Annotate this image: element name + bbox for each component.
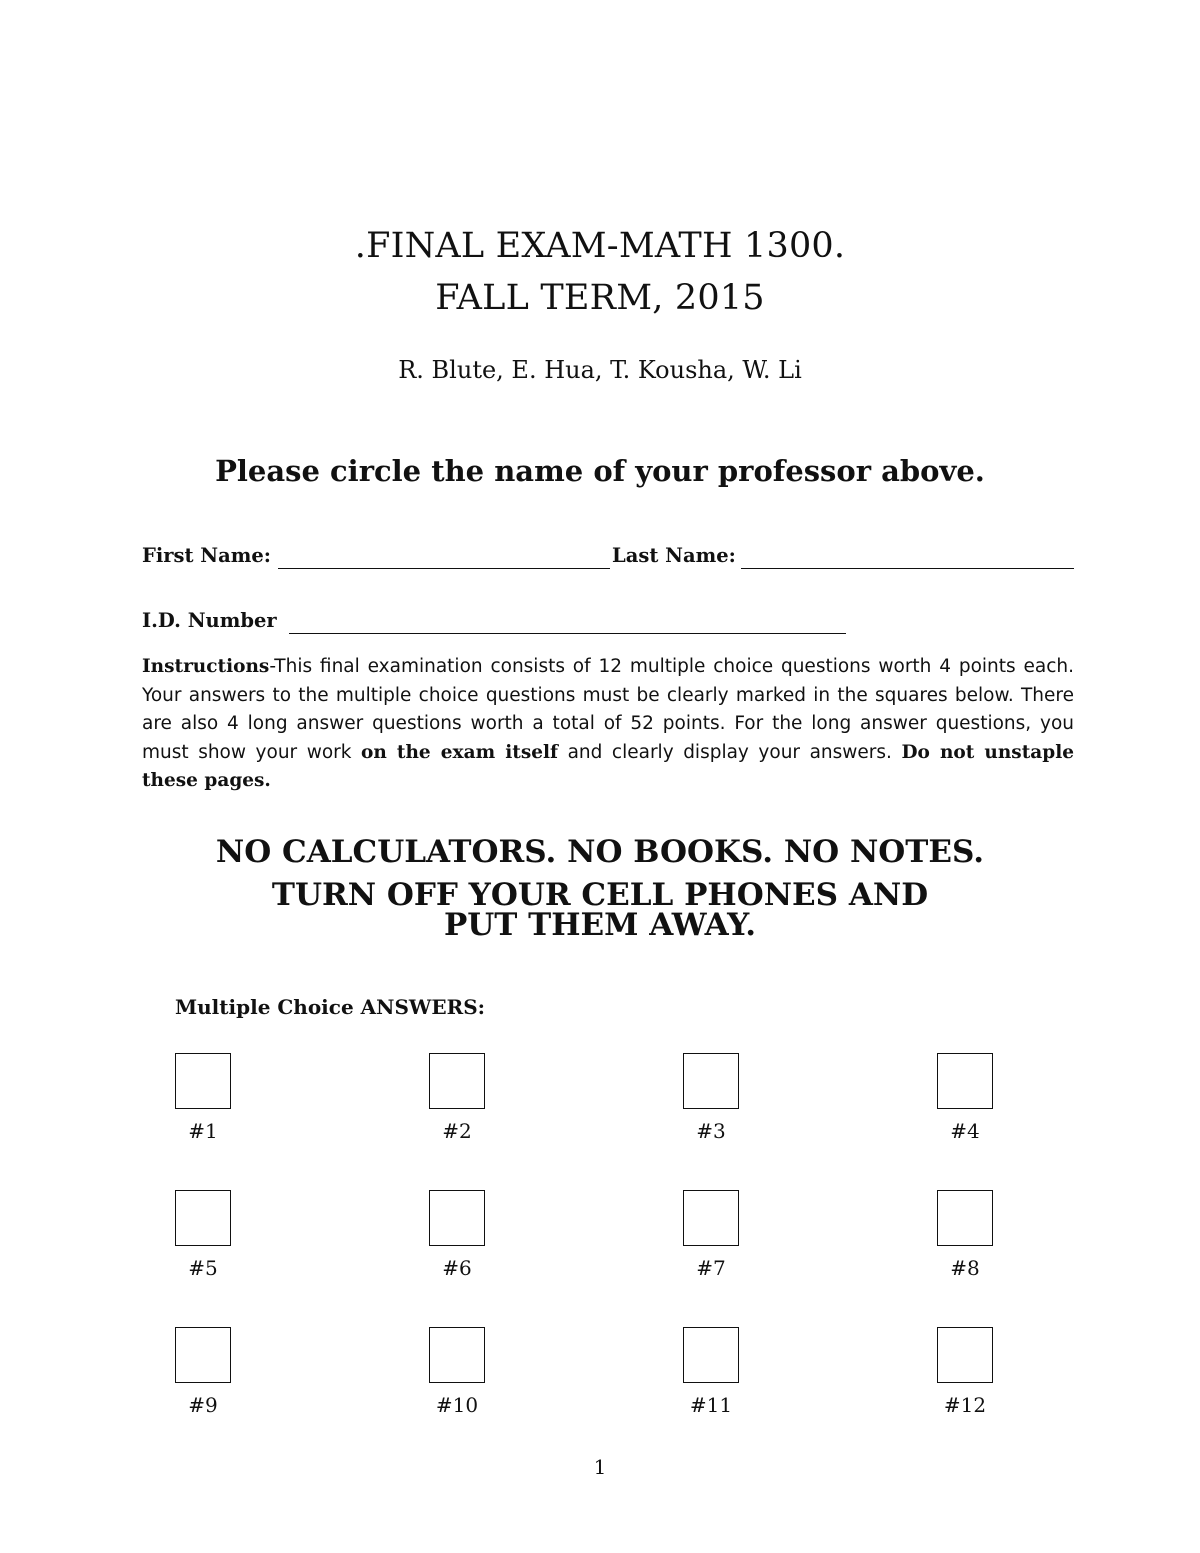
no-aids-warning: NO CALCULATORS. NO BOOKS. NO NOTES. <box>215 834 985 870</box>
last-name-label: Last Name: <box>612 544 736 567</box>
answer-label-7: #7 <box>696 1256 726 1280</box>
answer-box-12[interactable] <box>937 1327 993 1383</box>
phones-warning-line2: PUT THEM AWAY. <box>443 907 757 943</box>
answer-label-6: #6 <box>442 1256 472 1280</box>
exam-title: .FINAL EXAM-MATH 1300. <box>354 226 846 266</box>
first-name-field[interactable] <box>278 568 610 569</box>
instructions-lead: Instructions <box>142 656 270 677</box>
exam-term: FALL TERM, 2015 <box>435 278 765 318</box>
phones-warning-line1: TURN OFF YOUR CELL PHONES AND <box>271 877 929 913</box>
answer-box-10[interactable] <box>429 1327 485 1383</box>
multiple-choice-title: Multiple Choice ANSWERS: <box>175 995 486 1019</box>
page-number: 1 <box>593 1455 607 1479</box>
answer-label-10: #10 <box>435 1393 479 1417</box>
answer-box-8[interactable] <box>937 1190 993 1246</box>
answer-box-9[interactable] <box>175 1327 231 1383</box>
answer-label-12: #12 <box>943 1393 987 1417</box>
answer-label-8: #8 <box>950 1256 980 1280</box>
first-name-label: First Name: <box>142 544 271 567</box>
professors-list: R. Blute, E. Hua, T. Kousha, W. Li <box>398 356 802 384</box>
instructions-paragraph <box>142 653 1074 796</box>
instructions-closing: Do not unstaple these pages. <box>142 741 1074 791</box>
circle-professor-note: Please circle the name of your professor above. <box>215 454 985 488</box>
answer-box-3[interactable] <box>683 1053 739 1109</box>
answer-label-11: #11 <box>689 1393 733 1417</box>
last-name-field[interactable] <box>741 568 1074 569</box>
id-number-field[interactable] <box>289 633 846 634</box>
instructions-emphasis: on the exam itself <box>361 741 559 763</box>
instructions-text-2: and clearly display your answers. <box>558 741 902 763</box>
answer-label-2: #2 <box>442 1119 472 1143</box>
answer-label-5: #5 <box>188 1256 218 1280</box>
answer-box-2[interactable] <box>429 1053 485 1109</box>
answer-box-5[interactable] <box>175 1190 231 1246</box>
answer-box-11[interactable] <box>683 1327 739 1383</box>
answer-box-4[interactable] <box>937 1053 993 1109</box>
answer-label-3: #3 <box>696 1119 726 1143</box>
answer-label-4: #4 <box>950 1119 980 1143</box>
answer-label-1: #1 <box>188 1119 218 1143</box>
answer-box-6[interactable] <box>429 1190 485 1246</box>
answer-label-9: #9 <box>188 1393 218 1417</box>
id-number-label: I.D. Number <box>142 609 277 632</box>
answer-box-7[interactable] <box>683 1190 739 1246</box>
answer-box-1[interactable] <box>175 1053 231 1109</box>
instructions-text-1: -This final examination consists of 12 multiple choice questions worth 4 points each. Your answers to the multiple choice questions must be clearly marked in the squares below. There are also 4 long answer questions worth a total of 52 points. For the long answer questions, you must show your work <box>142 656 1074 763</box>
